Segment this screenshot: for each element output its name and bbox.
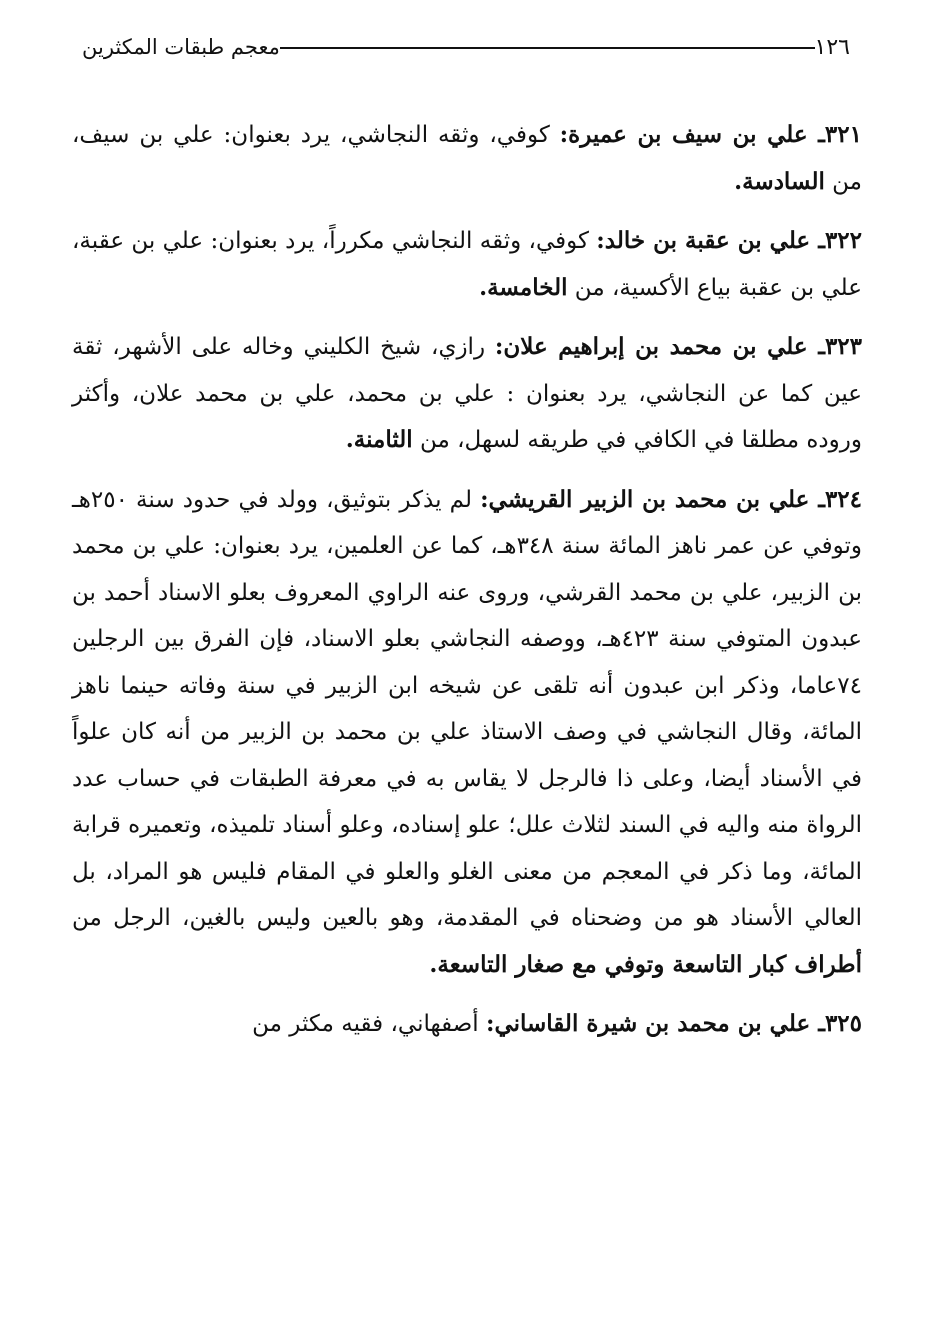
- entry-text: رازي، شيخ الكليني وخاله على الأشهر، ثقة عين كما عن النجاشي، يرد بعنوان : علي بن محمد، علي بن محمد علان، وأكثر وروده مطلقا في الكافي في طريقه لسهل، من: [72, 334, 862, 453]
- entry-heading: ٣٢٤ـ علي بن محمد بن الزبير القريشي:: [480, 485, 862, 513]
- entry-325: [72, 1001, 862, 1048]
- entry-tabaqa: الثامنة.: [345, 426, 413, 453]
- entry-tabaqa: الخامسة.: [479, 273, 568, 301]
- entry-text: كوفي، وثقه النجاشي مكرراً، يرد بعنوان: علي بن عقبة، علي بن عقبة بياع الأكسية، من: [72, 228, 862, 301]
- page-header: [72, 30, 860, 64]
- page-body: [72, 112, 862, 1061]
- entry-heading: ٣٢٣ـ علي بن محمد بن إبراهيم علان:: [494, 333, 862, 360]
- page-number: ١٢٦: [814, 34, 850, 60]
- entry-tabaqa: السادسة.: [734, 167, 825, 195]
- book-title: معجم طبقات المكثرين: [82, 35, 280, 59]
- header-divider: [280, 47, 815, 49]
- entry-323: [72, 324, 862, 464]
- entry-tabaqa: أطراف كبار التاسعة وتوفي مع صغار التاسعة.: [429, 950, 862, 978]
- entry-text: كوفي، وثقه النجاشي، يرد بعنوان: علي بن سيف، من: [72, 122, 862, 195]
- entry-322: [72, 218, 862, 311]
- entry-text: لم يذكر بتوثيق، وولد في حدود سنة ٢٥٠هـ وتوفي عن عمر ناهز المائة سنة ٣٤٨هـ، كما عن العلمين، يرد بعنوان: علي بن محمد بن الزبير، علي بن محمد القرشي، وروى عنه الراوي المعروف بعلو الاسناد أحمد بن عبدون المتوفي سنة ٤٢٣هـ، ووصفه النجاشي بعلو الاسناد، فإن الفرق بين الرجلين ٧٤عاما، وذكر ابن عبدون أنه تلقى عن شيخه ابن الزبير في سنة وفاته حينما ناهز المائة، وقال النجاشي في وصف الاستاذ علي بن محمد بن الزبير من أنه كان علواً في الأسناد أيضا، وعلى ذا فالرجل لا يقاس به في معرفة الطبقات في حساب عدد الرواة منه واليه في السند لثلاث علل؛ علو إسناده، وعلو أسناد تلميذه، وتعميره قرابة المائة، وما ذكر في المعجم من معنى الغلو والعلو في المقام فليس هو المراد، بل العالي الأسناد هو من وضحناه في المقدمة، وهو بالعين وليس بالغين، الرجل من: [72, 486, 862, 931]
- entry-324: [72, 477, 862, 989]
- entry-heading: ٣٢١ـ علي بن سيف بن عميرة:: [559, 121, 862, 148]
- entry-text: أصفهاني، فقيه مكثر من: [252, 1011, 486, 1037]
- entry-heading: ٣٢٢ـ علي بن عقبة بن خالد:: [596, 227, 862, 254]
- entry-321: [72, 112, 862, 205]
- entry-heading: ٣٢٥ـ علي بن محمد بن شيرة القاساني:: [485, 1010, 862, 1037]
